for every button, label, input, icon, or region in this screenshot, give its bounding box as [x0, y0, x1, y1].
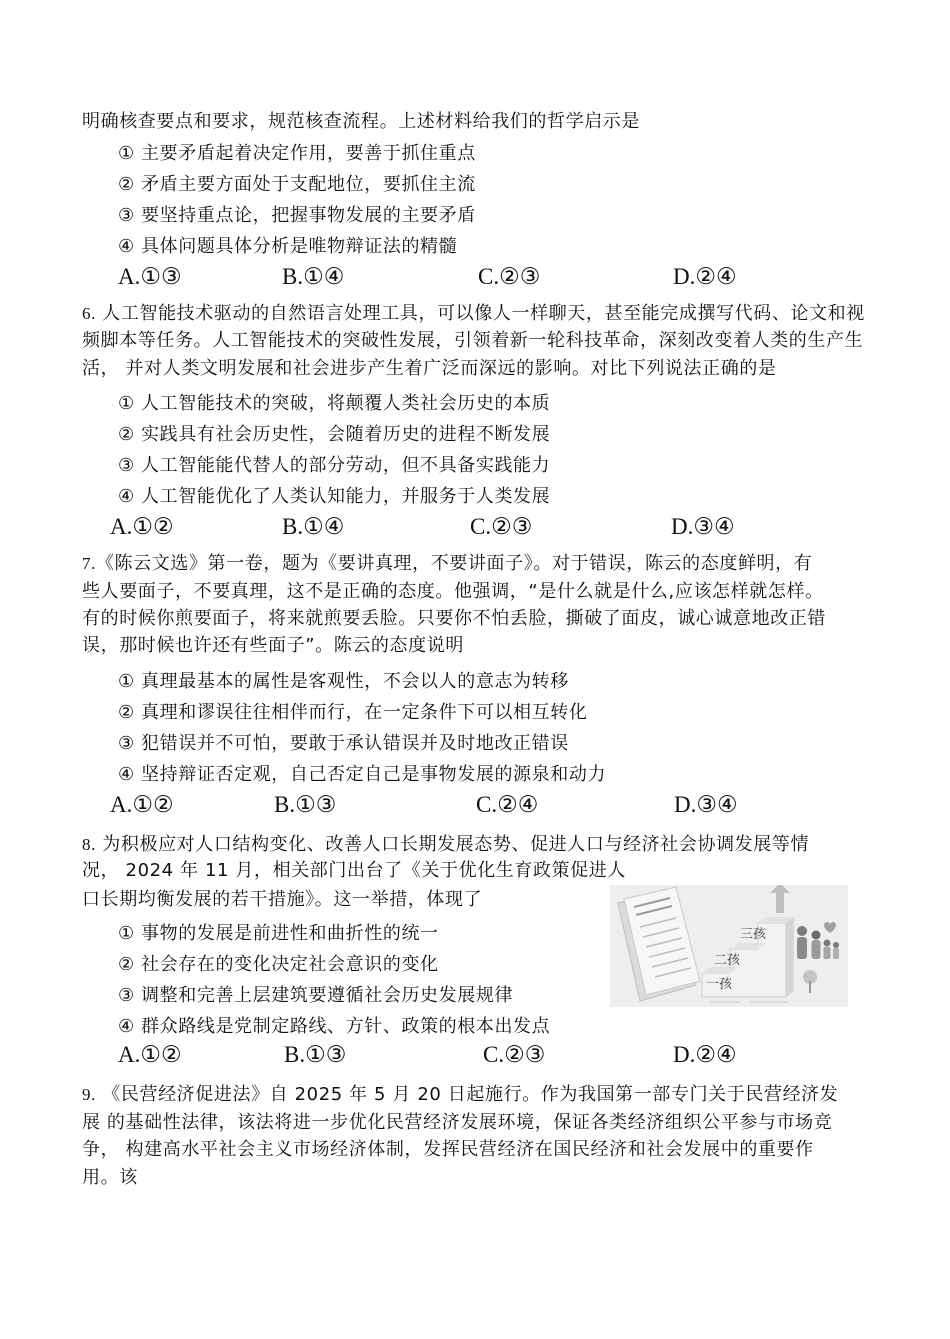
- q8-choice-d: D.②④: [673, 1042, 737, 1067]
- q7-option-4: ④ 坚持辩证否定观，自己否定自己是事物发展的源泉和动力: [118, 764, 607, 785]
- q6-option-2: ② 实践具有社会历史性，会随着历史的进程不断发展: [118, 424, 551, 445]
- q7-stem-text-1: 《陈云文选》第一卷，题为《要讲真理，不要讲面子》。对于错误，陈云的态度鲜明，有: [95, 553, 813, 574]
- q5-option-2: ② 矛盾主要方面处于支配地位，要抓住主流: [118, 174, 476, 195]
- birth-policy-illustration: [610, 885, 848, 1007]
- q7-number: 7.: [82, 554, 96, 573]
- q6-stem-line-2: 频脚本等任务。人工智能技术的突破性发展，引领着新一轮科技革命，深刻改变着人类的生产生: [82, 330, 864, 351]
- q8-stem-text-1: 为积极应对人口结构变化、改善人口长期发展态势、促进人口与经济社会协调发展等情: [102, 834, 810, 855]
- q6-option-3: ③ 人工智能能代替人的部分劳动，但不具备实践能力: [118, 455, 551, 476]
- q9-stem-line-3: 争， 构建高水平社会主义市场经济体制，发挥民营经济在国民经济和社会发展中的重要作: [82, 1139, 814, 1160]
- q6-option-1: ① 人工智能技术的突破，将颠覆人类社会历史的本质: [118, 393, 551, 414]
- q7-choice-d: D.③④: [674, 792, 738, 817]
- tree-icon: [803, 970, 817, 993]
- q9-stem-line-4: 用。该: [82, 1167, 138, 1188]
- q7-option-1: ① 真理最基本的属性是客观性，不会以人的意志为转移: [118, 671, 569, 692]
- q8-stem-line-3: 口长期均衡发展的若干措施》。这一举措，体现了: [82, 889, 483, 910]
- q7-choice-c: C.②④: [476, 792, 539, 817]
- q6-choice-c: C.②③: [470, 514, 533, 539]
- q7-option-3: ③ 犯错误并不可怕，要敢于承认错误并及时地改正错误: [118, 733, 569, 754]
- q8-option-3: ③ 调整和完善上层建筑要遵循社会历史发展规律: [118, 985, 514, 1006]
- q9-stem-line-1: [82, 1083, 838, 1107]
- q6-stem-text-1: 人工智能技术驱动的自然语言处理工具，可以像人一样聊天，甚至能完成撰写代码、论文和视: [102, 303, 865, 324]
- q7-choice-a: A.①②: [110, 792, 174, 817]
- q6-choice-b: B.①④: [282, 514, 345, 539]
- policy-document-icon: [618, 887, 700, 1001]
- q8-option-1: ① 事物的发展是前进性和曲折性的统一: [118, 923, 439, 944]
- q5-stem-tail: 明确核查要点和要求，规范核查流程。上述材料给我们的哲学启示是: [82, 111, 640, 132]
- q7-stem-line-3: 有的时候你煎要面子，将来就煎要丢脸。只要你不怕丢脸，撕破了面皮，诚心诚意地改正错: [82, 608, 826, 629]
- q8-choice-c: C.②③: [483, 1042, 546, 1067]
- q7-option-2: ② 真理和谬误往往相伴而行，在一定条件下可以相互转化: [118, 702, 588, 723]
- q8-option-4: ④ 群众路线是党制定路线、方针、政策的根本出发点: [118, 1016, 551, 1037]
- q9-stem-line-2: 展 的基础性法律，该法将进一步优化民营经济发展环境，保证各类经济组织公平参与市场竞: [82, 1112, 833, 1133]
- q9-stem-text-1: 《民营经济促进法》自 2025 年 5 月 20 日起施行。作为我国第一部专门关于民营经济发: [102, 1084, 839, 1105]
- q5-choice-b: B.①④: [282, 264, 345, 289]
- step-label-one-child: 一孩: [706, 977, 733, 992]
- q7-choice-b: B.①③: [274, 792, 337, 817]
- q9-number: 9.: [82, 1085, 96, 1104]
- q8-option-2: ② 社会存在的变化决定社会意识的变化: [118, 954, 439, 975]
- q8-number: 8.: [82, 835, 96, 854]
- q7-stem-line-2: 些人要面子，不要真理，这不是正确的态度。他强调，“是什么就是什么,应该怎样就怎样。: [82, 581, 824, 602]
- q5-choice-c: C.②③: [478, 264, 541, 289]
- q8-stem-line-1: [82, 833, 809, 857]
- q6-choice-a: A.①②: [110, 514, 174, 539]
- q5-option-3: ③ 要坚持重点论，把握事物发展的主要矛盾: [118, 205, 476, 226]
- step-label-two-children: 二孩: [714, 953, 741, 968]
- q5-choice-a: A.①③: [118, 264, 182, 289]
- q8-choice-b: B.①③: [284, 1042, 347, 1067]
- q8-stem-line-2: 况， 2024 年 11 月，相关部门出台了《关于优化生育政策促进人: [82, 860, 626, 881]
- q5-option-1: ① 主要矛盾起着决定作用，要善于抓住重点: [118, 143, 476, 164]
- step-label-three-children: 三孩: [740, 927, 767, 942]
- q6-number: 6.: [82, 304, 96, 323]
- q6-stem-line-1: [82, 302, 865, 326]
- q8-choice-a: A.①②: [118, 1042, 182, 1067]
- q5-choice-d: D.②④: [673, 264, 737, 289]
- birth-policy-graphic: [610, 885, 848, 1007]
- q7-stem-line-1: [82, 552, 812, 576]
- q5-option-4: ④ 具体问题具体分析是唯物辩证法的精髓: [118, 236, 458, 257]
- family-icon: [797, 922, 839, 959]
- q7-stem-line-4: 误，那时候也许还有些面子”。陈云的态度说明: [82, 635, 464, 656]
- q6-option-4: ④ 人工智能优化了人类认知能力，并服务于人类发展: [118, 486, 551, 507]
- q6-stem-line-3: 活， 并对人类文明发展和社会进步产生着广泛而深远的影响。对比下列说法正确的是: [82, 358, 777, 379]
- q6-choice-d: D.③④: [671, 514, 735, 539]
